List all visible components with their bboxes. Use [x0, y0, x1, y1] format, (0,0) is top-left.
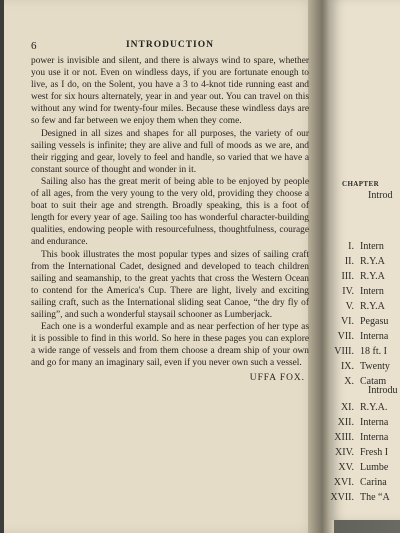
toc-chapter-title: Twenty: [360, 361, 390, 372]
toc-row: [330, 402, 400, 413]
toc-chapter-number: I.: [348, 241, 354, 252]
toc-chapter-title: Interna: [360, 432, 389, 443]
toc-chapter-title: Carina: [360, 477, 387, 488]
toc-chapter-title: Lumbe: [360, 462, 389, 473]
toc-chapter-number: X.: [344, 376, 354, 387]
toc-chapter-number: VI.: [340, 316, 354, 327]
right-page: [330, 0, 400, 520]
toc-chapter-number: XVII.: [330, 492, 354, 503]
page-number: 6: [31, 40, 37, 52]
toc-chapter-title: 18 ft. I: [360, 346, 387, 357]
paragraph: Designed in all sizes and shapes for all purposes, the variety of our sailing vessels is infinite; they are alive and full of moods as we are, and their rigging and gear, lovely to feel and handle, so varied that we have a constant source of thought and wonder in it.: [31, 128, 309, 175]
toc-row: [330, 462, 400, 473]
toc-intro-top: Introd: [368, 190, 393, 201]
paragraph: Sailing also has the great merit of being able to be enjoyed by people of all ages, from the very young to the very old, providing they choose a boat to suit their age and strength. Broadly speaking, this is a foot of length for every year of age. Sailing too has wonderful character-building qualities, endowing people with resourcefulness, thoughtfulness, courage and endurance.: [31, 176, 309, 248]
toc-chapter-title: Fresh I: [360, 447, 389, 458]
toc-row: [330, 417, 400, 428]
toc-chapter-title: The “A: [360, 492, 390, 503]
toc-chapter-number: XV.: [338, 462, 354, 473]
toc-chapter-number: VII.: [337, 331, 354, 342]
toc-chapter-number: XII.: [337, 417, 354, 428]
toc-chapter-title: Intern: [360, 286, 384, 297]
toc-chapter-title: R.Y.A: [360, 301, 385, 312]
toc-chapter-title: Interna: [360, 331, 389, 342]
toc-chapter-title: Interna: [360, 417, 389, 428]
toc-chapter-number: IX.: [340, 361, 354, 372]
toc-chapter-number: II.: [344, 256, 354, 267]
toc-chapter-title: R.Y.A.: [360, 402, 388, 413]
toc-row: [330, 361, 400, 372]
toc-row: [330, 346, 400, 357]
toc-row: [330, 316, 400, 327]
toc-row: [330, 492, 400, 503]
paragraph: This book illustrates the most popular types and sizes of sailing craft from the International Cadet, designed and developed to teach children sailing and seamanship, to the great yachts that cross the Western Ocean to contend for the America's Cup. There are light, lively and exciting sailing craft, such as the International sliding seat Canoe, “the dry fly of sailing”, and such a wonderful staysail schooner as Lumberjack.: [31, 249, 309, 320]
toc-intro-bottom: Introdu: [368, 385, 398, 396]
toc-row: [330, 256, 400, 267]
toc-chapter-title: R.Y.A: [360, 271, 385, 282]
toc-chapter-title: R.Y.A: [360, 256, 385, 267]
body-text: [31, 55, 309, 385]
toc-row: [330, 286, 400, 297]
toc-chapter-number: XIV.: [335, 447, 354, 458]
paragraph: power is invisible and silent, and there is always wind to spare, whether you use it or not. Even on windless days, if you are fortunate enough to live, as I do, on the Solent, you have a 3 to 4-knot tide running east and west for six hours alternately, year in and year out. You can travel on this without any wind for twenty-four miles. Because these windless days are so few and far between we enjoy them when they come.: [31, 56, 309, 127]
toc-chapter-number: VIII.: [334, 346, 354, 357]
toc-row: [330, 241, 400, 252]
toc-chapter-title: Pegasu: [360, 316, 389, 327]
toc-chapter-number: IV.: [342, 286, 354, 297]
paragraph: Each one is a wonderful example and as near perfection of her type as it is possible to find in this world. So here in these pages you can explore a wide range of vessels and from them choose a dream ship of your own and go for many an imaginary sail, even if you never own such a vessel.: [31, 322, 309, 369]
toc-row: [330, 271, 400, 282]
toc-chapter-title: Intern: [360, 241, 384, 252]
toc-row: [330, 301, 400, 312]
toc-chapter-number: XIII.: [334, 432, 354, 443]
toc-row: [330, 331, 400, 342]
chapter-label: CHAPTER: [342, 180, 380, 188]
author-signature: UFFA FOX.: [249, 373, 305, 384]
running-head: INTRODUCTION: [125, 40, 214, 50]
toc-chapter-number: XI.: [340, 402, 354, 413]
toc-chapter-number: III.: [341, 271, 354, 282]
toc-chapter-title: Catam: [360, 376, 387, 387]
toc-row: [330, 477, 400, 488]
toc-row: [330, 447, 400, 458]
toc-row: [330, 432, 400, 443]
toc-chapter-number: V.: [345, 301, 354, 312]
toc-chapter-number: XVI.: [333, 477, 354, 488]
